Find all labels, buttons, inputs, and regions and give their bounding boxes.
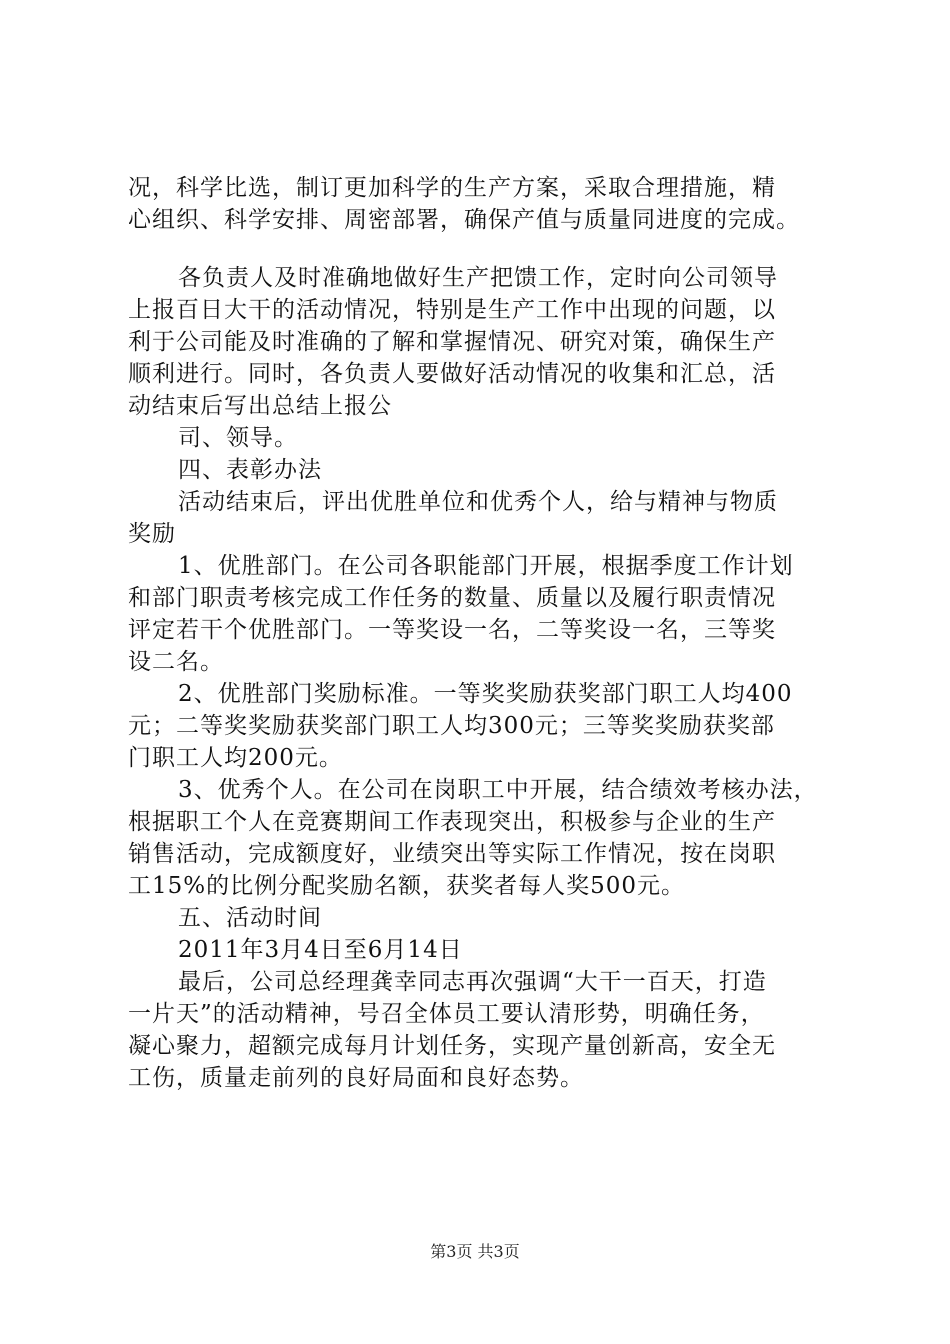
text-line: 评定若干个优胜部门。一等奖设一名，二等奖设一名，三等奖	[128, 617, 776, 643]
text-line: 凝心聚力，超额完成每月计划任务，实现产量创新高，安全无	[128, 1033, 776, 1059]
text-line: 司、领导。	[178, 425, 298, 451]
text-line: 根据职工个人在竞赛期间工作表现突出，积极参与企业的生产	[128, 809, 776, 835]
text-line: 设二名。	[128, 649, 224, 675]
text-line: 动结束后写出总结上报公	[128, 393, 392, 419]
section-heading: 四、表彰办法	[178, 457, 322, 483]
text-line: 2、优胜部门奖励标准。一等奖奖励获奖部门职工人均400	[178, 681, 793, 707]
text-line: 一片天”的活动精神，号召全体员工要认清形势，明确任务，	[128, 1001, 765, 1027]
text-line: 上报百日大干的活动情况，特别是生产工作中出现的问题，以	[128, 297, 776, 323]
document-body	[128, 262, 848, 1094]
text-line: 销售活动，完成额度好，业绩突出等实际工作情况，按在岗职	[128, 841, 776, 867]
text-line: 顺利进行。同时，各负责人要做好活动情况的收集和汇总，活	[128, 361, 776, 387]
text-line: 奖励	[128, 521, 176, 547]
text-line: 3、优秀个人。在公司在岗职工中开展，结合绩效考核办法，	[178, 777, 818, 803]
text-line: 活动结束后，评出优胜单位和优秀个人，给与精神与物质	[178, 489, 778, 515]
paragraph-continuation	[128, 172, 848, 236]
text-line: 1、优胜部门。在公司各职能部门开展，根据季度工作计划	[178, 553, 794, 579]
page-footer	[0, 1242, 950, 1262]
text-line: 各负责人及时准确地做好生产把馈工作，定时向公司领导	[178, 265, 778, 291]
section-heading: 五、活动时间	[178, 905, 322, 931]
text-line: 心组织、科学安排、周密部署，确保产值与质量同进度的完成。	[128, 207, 800, 233]
page-number-label: 第3页 共3页	[430, 1242, 520, 1261]
text-line: 最后，公司总经理龚幸同志再次强调“大干一百天，打造	[178, 969, 767, 995]
text-line: 元；二等奖奖励获奖部门职工人均300元；三等奖奖励获奖部	[128, 713, 775, 739]
text-line: 2011年3月4日至6月14日	[178, 937, 463, 963]
text-line: 工伤，质量走前列的良好局面和良好态势。	[128, 1065, 584, 1091]
text-line: 门职工人均200元。	[128, 745, 343, 771]
text-line: 利于公司能及时准确的了解和掌握情况、研究对策，确保生产	[128, 329, 776, 355]
text-line: 和部门职责考核完成工作任务的数量、质量以及履行职责情况	[128, 585, 776, 611]
text-line: 工15%的比例分配奖励名额，获奖者每人奖500元。	[128, 873, 686, 899]
text-line: 况，科学比选，制订更加科学的生产方案，采取合理措施，精	[128, 175, 776, 201]
